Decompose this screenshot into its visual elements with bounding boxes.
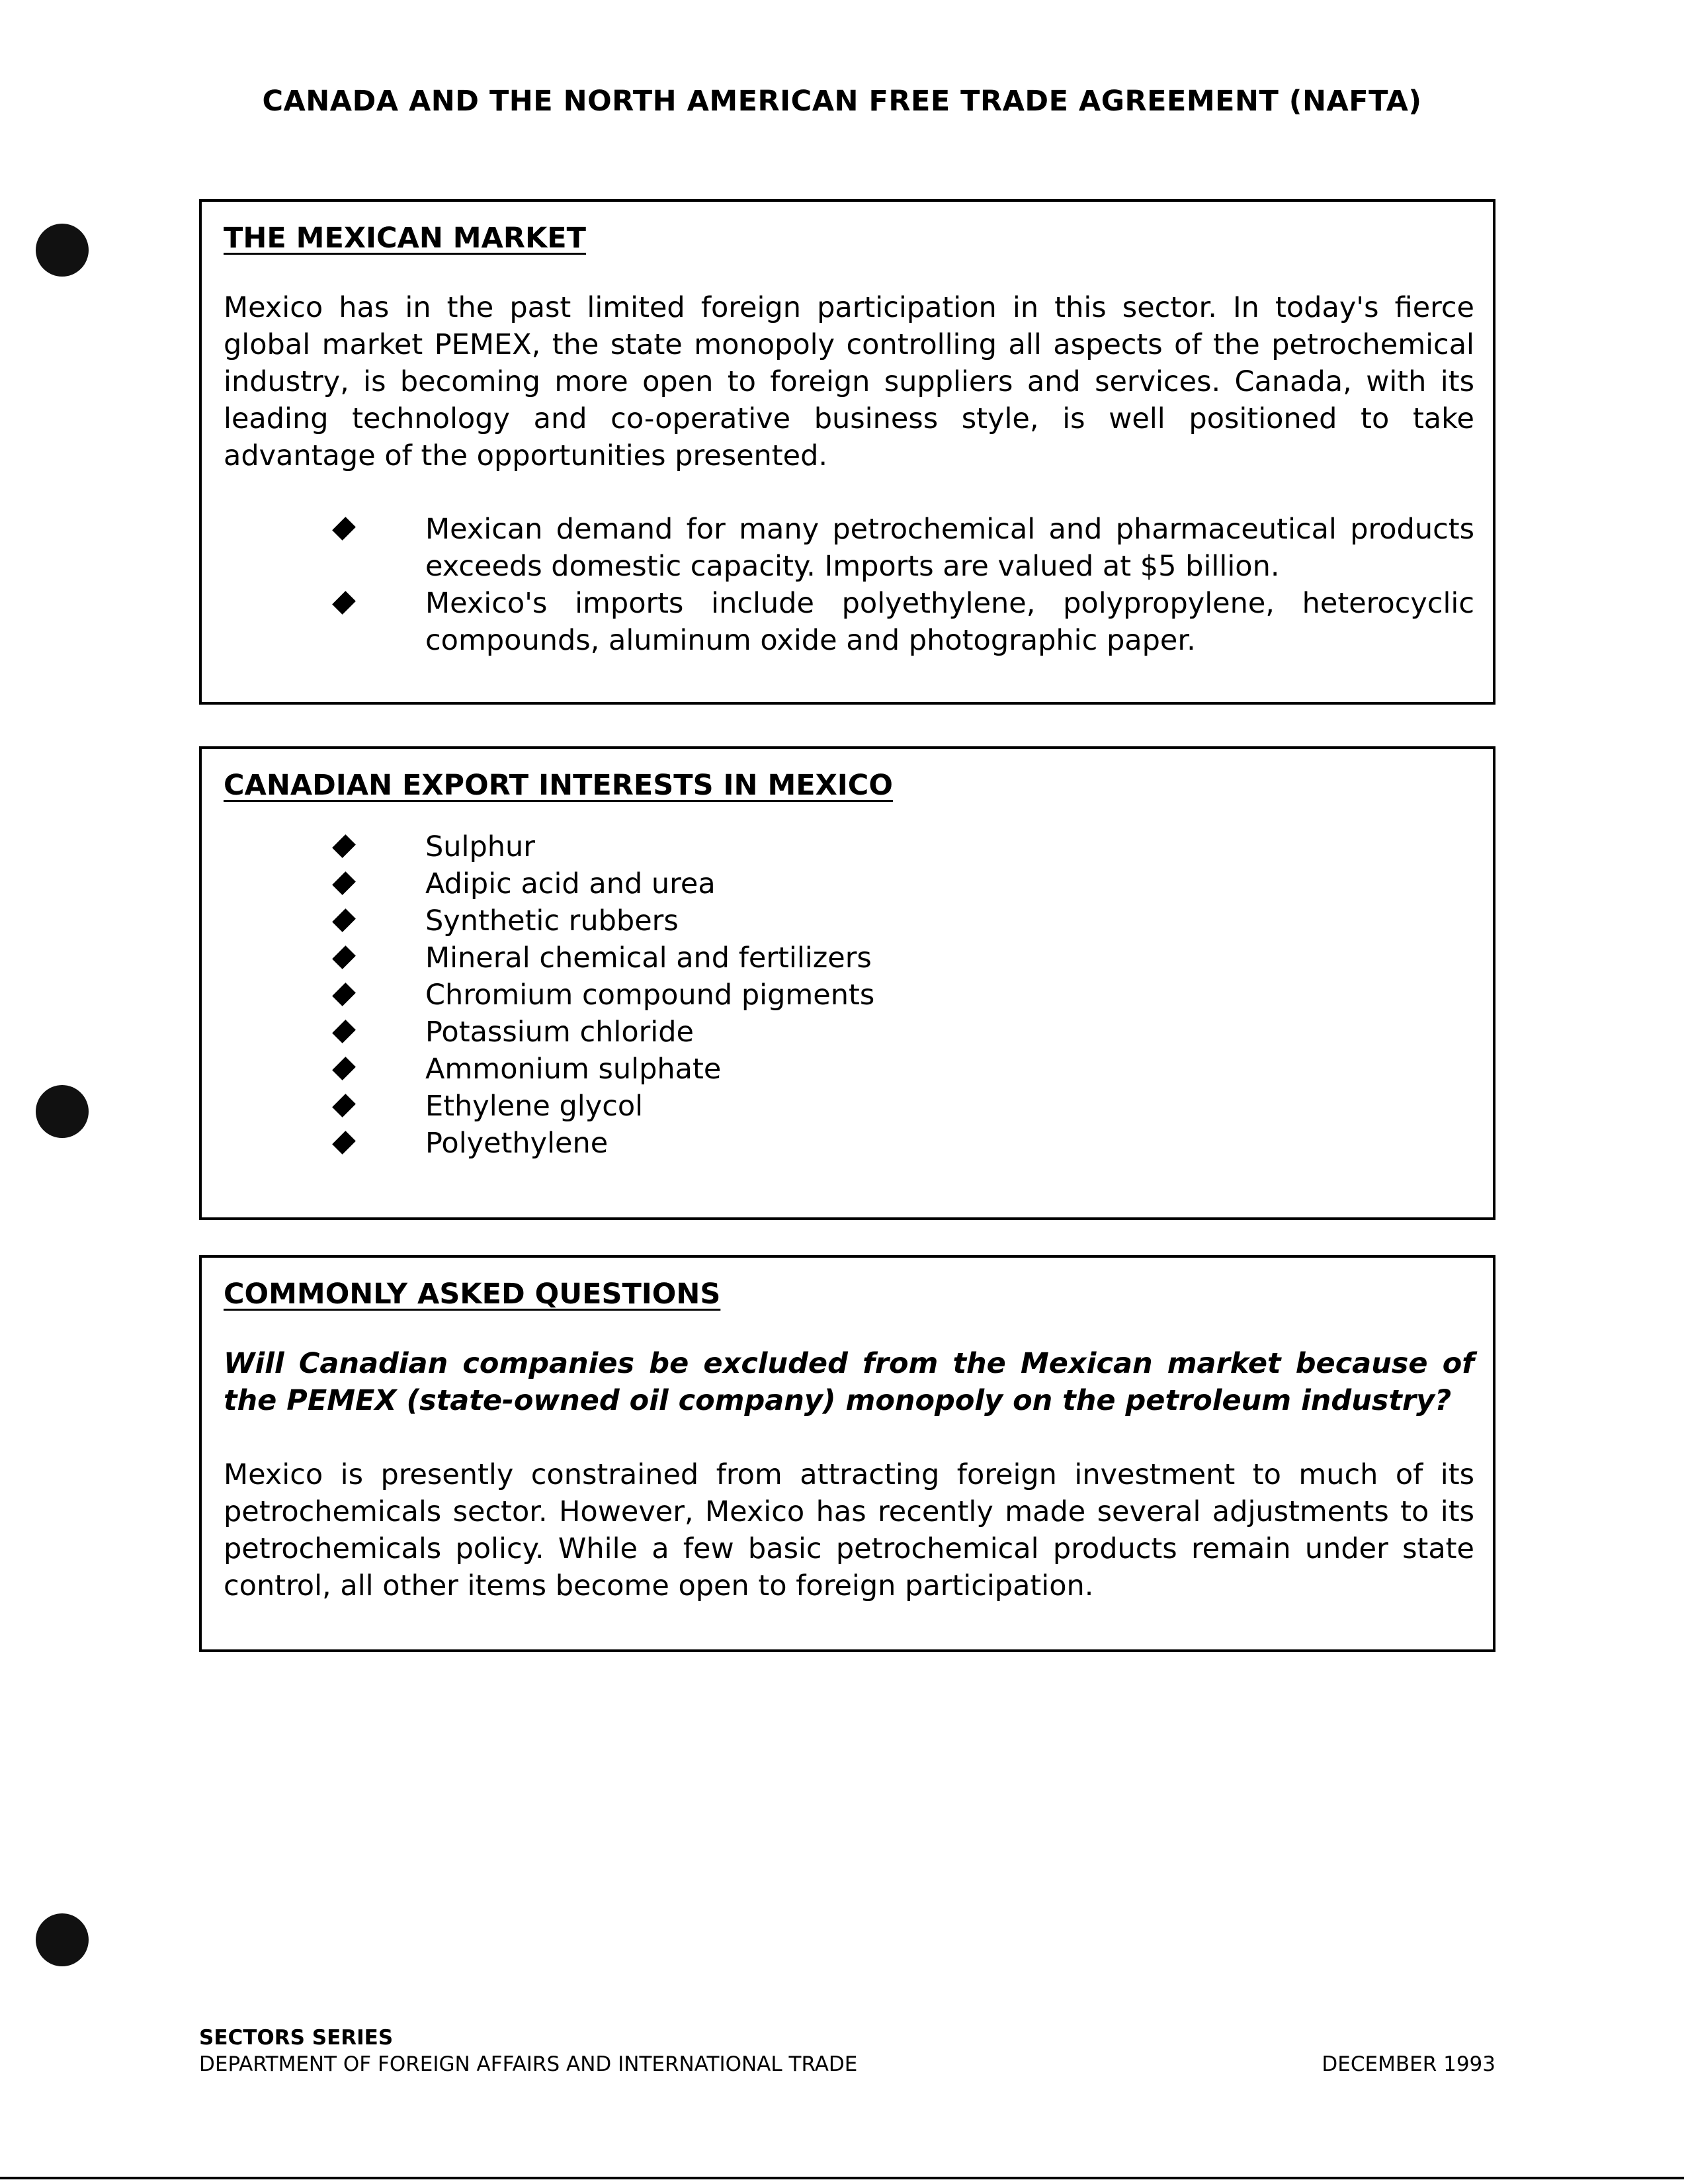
diamond-bullet-icon — [333, 835, 355, 857]
section-heading: COMMONLY ASKED QUESTIONS — [224, 1278, 721, 1311]
list-item — [224, 1125, 1474, 1162]
diamond-bullet-icon — [333, 1057, 355, 1080]
binder-hole — [36, 1913, 89, 1966]
answer-text: Mexico is presently constrained from attracting foreign investment to much of its petrochemicals sector. However, Mexico has recently made several adjustments to its petrochemicals policy. While a few basic petrochemical products remain under state control, all other items become open to foreign participation. — [224, 1458, 1474, 1602]
list-item — [224, 1088, 1474, 1125]
mexican-market-section — [199, 199, 1495, 705]
list-item-text: Chromium compound pigments — [425, 979, 875, 1012]
diamond-bullet-icon — [333, 591, 355, 614]
section-heading: THE MEXICAN MARKET — [224, 222, 586, 255]
list-item — [224, 865, 1474, 902]
page-title: CANADA AND THE NORTH AMERICAN FREE TRADE AGREEMENT (NAFTA) — [262, 85, 1422, 118]
list-item-text: Adipic acid and urea — [425, 867, 716, 900]
list-item — [224, 902, 1474, 939]
question-text: Will Canadian companies be excluded from the Mexican market because of the PEMEX (state-owned oil company) monopoly on the petroleum industry? — [224, 1347, 1474, 1417]
list-item — [224, 511, 1474, 585]
diamond-bullet-icon — [333, 909, 355, 932]
questions-section — [199, 1255, 1495, 1652]
list-item — [224, 585, 1474, 659]
diamond-bullet-icon — [333, 1131, 355, 1154]
list-item — [224, 1051, 1474, 1088]
list-item-text: Synthetic rubbers — [425, 904, 679, 938]
footer-department: DEPARTMENT OF FOREIGN AFFAIRS AND INTERNATIONAL TRADE — [199, 2052, 858, 2076]
binder-hole — [36, 1085, 89, 1138]
list-item — [224, 1014, 1474, 1051]
diamond-bullet-icon — [333, 946, 355, 969]
footer-date: DECEMBER 1993 — [1322, 2052, 1495, 2076]
list-item-text: Sulphur — [425, 830, 535, 863]
list-item-text: Potassium chloride — [425, 1016, 695, 1049]
list-item — [224, 828, 1474, 865]
diamond-bullet-icon — [333, 517, 355, 540]
list-item — [224, 977, 1474, 1014]
list-item-text: Mineral chemical and fertilizers — [425, 941, 872, 975]
section-heading: CANADIAN EXPORT INTERESTS IN MEXICO — [224, 769, 893, 802]
diamond-bullet-icon — [333, 983, 355, 1006]
footer-series: SECTORS SERIES — [199, 2026, 394, 2050]
list-item-text: Ammonium sulphate — [425, 1053, 722, 1086]
list-item-text: Polyethylene — [425, 1127, 609, 1160]
export-interests-section — [199, 746, 1495, 1220]
list-item-text: Mexico's imports include polyethylene, polypropylene, heterocyclic compounds, aluminum oxide and photographic paper. — [425, 587, 1474, 657]
list-item — [224, 939, 1474, 977]
list-item-text: Ethylene glycol — [425, 1090, 644, 1123]
binder-hole — [36, 224, 89, 277]
diamond-bullet-icon — [333, 1094, 355, 1117]
list-item-text: Mexican demand for many petrochemical and pharmaceutical products exceeds domestic capacity. Imports are valued at $5 billion. — [425, 513, 1474, 583]
diamond-bullet-icon — [333, 872, 355, 895]
bullet-list — [224, 828, 1474, 1162]
section-paragraph: Mexico has in the past limited foreign participation in this sector. In today's fierce global market PEMEX, the state monopoly controlling all aspects of the petrochemical industry, is becoming more open to foreign suppliers and services. Canada, with its leading technology and co-operative business style, is well positioned to take advantage of the opportunities presented. — [224, 291, 1474, 472]
bullet-list — [224, 511, 1474, 659]
diamond-bullet-icon — [333, 1020, 355, 1043]
bottom-rule — [0, 2177, 1684, 2179]
